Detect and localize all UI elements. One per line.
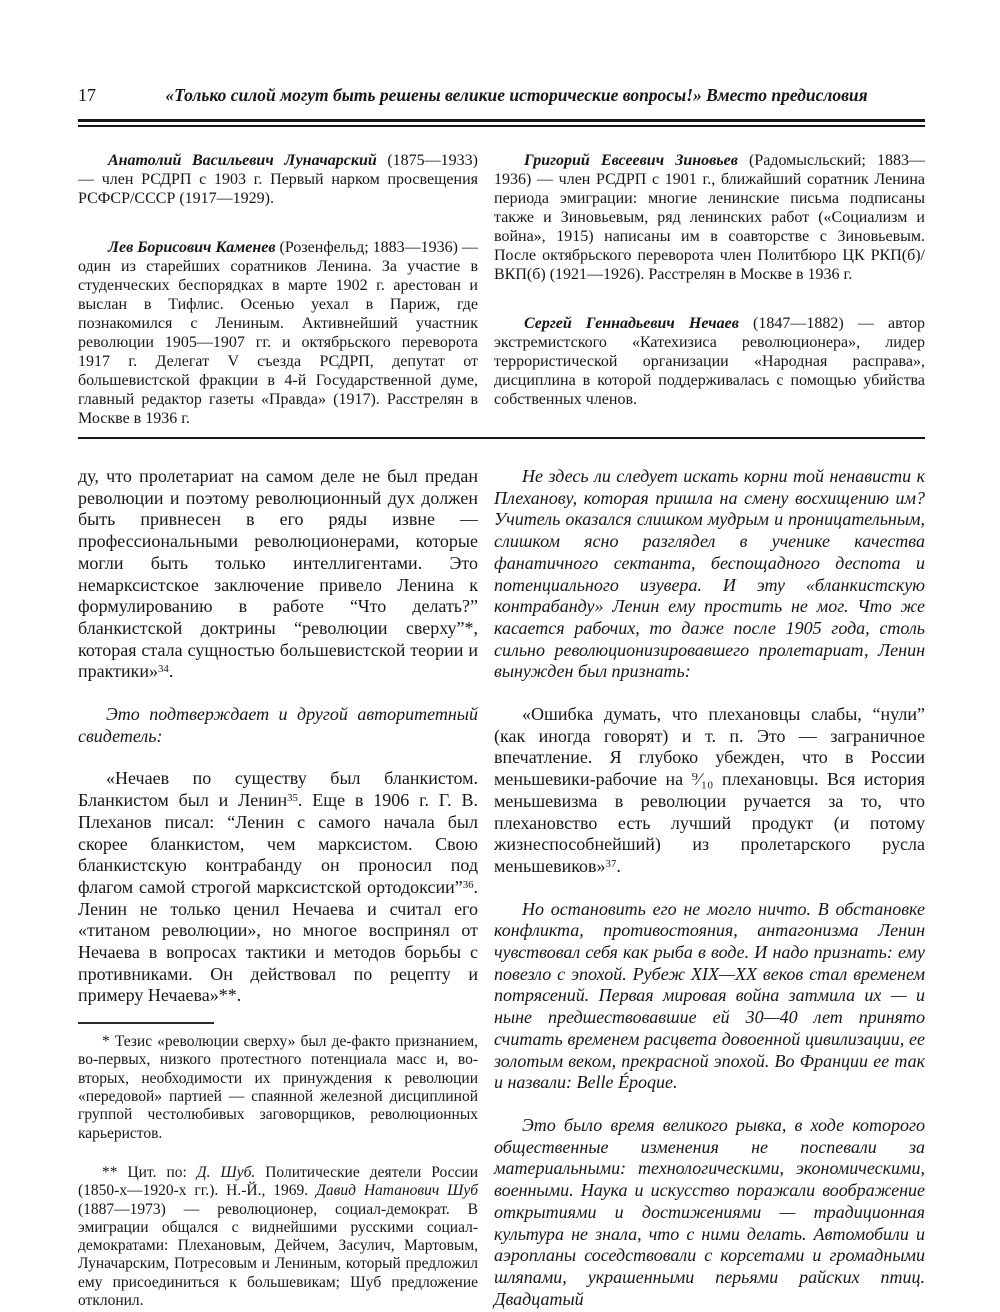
- page-header: [78, 84, 925, 106]
- paragraph: ** Цит. по: Д. Шуб. Политические деятели России (1850-х—1920-х гг.). Н.-Й., 1969. Давид Натанович Шуб (1887—1973) — революционер, социал-демократ. В эмиграции общался с виднейшими русскими социал-демократами: Плехановым, Дейчем, Засулич, Мартовым, Луначарским, Потресовым и Лениным, который предложил ему присоединиться к большевикам; Шуб предложение отклонил.: [78, 1163, 479, 1310]
- footnote-reference: 37: [605, 858, 617, 871]
- paragraph: «Ошибка думать, что плехановцы слабы, “нули” (как иногда говорят) и т. п. Это — заграничное впечатление. Я глубоко убежден, что в России меньшевики-рабочие на ⁹⁄₁₀ плехановцы. Вся история меньшевизма в революции ручается за то, что плехановство есть лучший продукт (и потому жизнеспособнейший) из пролетарского русла меньшевиков»$^{37}$.: [494, 704, 925, 876]
- main-column-right: [494, 466, 925, 1310]
- biographies-section: [78, 151, 925, 428]
- paragraph: * Тезис «революции сверху» был де-факто признанием, во-первых, низкого протестного потенциала масс и, во-вторых, необходимости их принуждения к революции «передовой» партией — спаянной железной дисциплиной группой честолюбивых заговорщиков, революционных карьеристов.: [78, 1033, 478, 1142]
- paragraph: Григорий Евсеевич Зиновьев (Радомысльский; 1883—1936) — член РСДРП с 1901 г., ближайший соратник Ленина периода эмиграции: многие ленинские письма подписаны также и Зиновьевым, ряд ленинских работ («Социализм и война», 1915) написаны им в соавторстве с Зиновьевым. После октябрьского переворота член Политбюро ЦК РКП(б)/ВКП(б) (1921—1926). Расстрелян в Москве в 1936 г.: [494, 152, 925, 283]
- paragraph: Но остановить его не могло ничто. В обстановке конфликта, противостояния, антагонизма Ленин чувствовал себя как рыба в воде. И надо признать: ему повезло с эпохой. Рубеж XIX—XX веков стал временем потрясений. Первая мировая война затмила их — и ныне предшествовавшие ей 30—40 лет принято считать временем расцвета довоенной цивилизации, ее золотым веком, прекрасной эпохой. Во Франции ее так и назвали: Belle Époque.: [494, 898, 925, 1093]
- paragraph: Сергей Геннадьевич Нечаев (1847—1882) — автор экстремистского «Катехизиса революционера», лидер террористической организации «Народная расправа», дисциплина в которой поддерживалась с помощью убийства собственных членов.: [494, 315, 926, 408]
- paragraph: «Нечаев по существу был бланкистом. Бланкистом был и Ленин$^{35}$. Еще в 1906 г. Г. В. Плеханов писал: “Ленин с самого начала был скорее бланкистом, чем марксистом. Свою бланкистскую контрабанду он проносил под флагом самой строгой марксистской ортодоксии”$^{36}$. Ленин не только ценил Нечаева и считал его «титаном революции», но многое воспринял от Нечаева в вопросах тактики и методов борьбы с противниками. Он действовал по рецепту и примеру Нечаева»**.: [78, 768, 479, 1006]
- section-divider-rule: [78, 437, 925, 439]
- main-left-paragraphs: [78, 466, 478, 1007]
- header-rule: [78, 119, 925, 127]
- footnote-reference: 34: [158, 663, 169, 676]
- footnotes: [78, 1022, 478, 1310]
- paragraph: Лев Борисович Каменев (Розенфельд; 1883—1936) — один из старейших соратников Ленина. За участие в студенческих беспорядках в марте 1902 г. арестован и выслан в Тифлис. Осенью уехал в Париж, где познакомился с Лениным. Активнейший участник революции 1905—1907 гг. и октябрьского переворота 1917 г. Делегат V съезда РСДРП, депутат от большевистской фракции в 4-й Государственной думе, главный редактор газеты «Правда» (1917). Расстрелян в Москве в 1936 г.: [78, 239, 478, 427]
- bio-column-left: [78, 151, 478, 428]
- page-number: 17: [78, 85, 96, 105]
- footnote-reference: 35: [287, 792, 298, 805]
- paragraph: Это было время великого рывка, в ходе которого общественные изменения не поспевали за материальными: технологическими, экономическими, военными. Наука и искусство поражали воображение открытиями и достижениями — традиционная культура не знала, что с ними делать. Автомобили и аэропланы соседствовали с корсетами и громадными шляпами, украшенными перьями райских птиц. Двадцатый: [494, 1114, 925, 1309]
- bio-column-right: [494, 151, 925, 428]
- main-text-section: [78, 466, 925, 1310]
- paragraph: Не здесь ли следует искать корни той ненависти к Плеханову, которая пришла на смену восхищению им? Учитель оказался слишком мудрым и проницательным, слишком ясно разглядел в ученике качества фанатичного сектанта, беспощадного деспота и потенциального изувера. И эту «бланкистскую контрабанду» Ленин ему простить не мог. Что же касается рабочих, то даже после 1905 года, столь сильно революционизировавшего пролетариат, Ленин вынужден был признать:: [494, 466, 925, 682]
- footnote-rule: [78, 1022, 214, 1024]
- paragraph: Это подтверждает и другой авторитетный свидетель:: [78, 704, 478, 746]
- footnote-paragraphs: [78, 1033, 478, 1310]
- footnote-reference: 36: [462, 879, 474, 892]
- running-title: «Только силой могут быть решены великие исторические вопросы!» Вместо предисловия: [165, 85, 868, 105]
- main-column-left: [78, 466, 478, 1310]
- paragraph: ду, что пролетариат на самом деле не был предан революции и поэтому революционный дух должен быть привнесен в его ряды извне — профессиональными революционерами, которые могли быть только интеллигентами. Это немарксистское заключение привело Ленина к формулированию в работе “Что делать?” бланкистской доктрины “революции сверху”*, которая стала сущностью большевистской теории и практики»$^{34}$.: [78, 466, 478, 682]
- paragraph: Анатолий Васильевич Луначарский (1875—1933) — член РСДРП с 1903 г. Первый нарком просвещения РСФСР/СССР (1917—1929).: [78, 152, 478, 207]
